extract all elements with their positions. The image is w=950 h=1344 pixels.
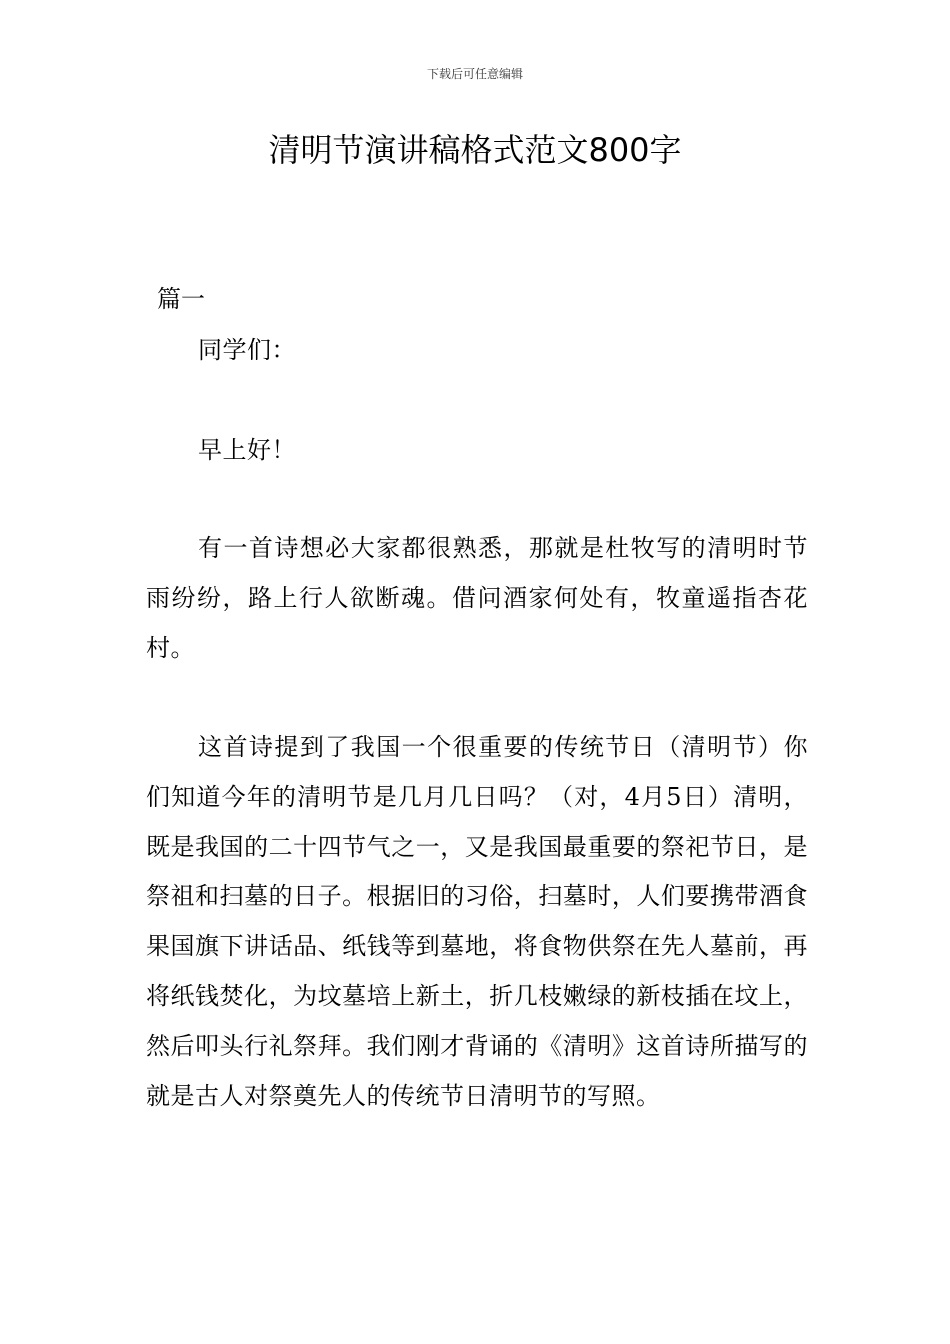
header-note: 下载后可任意编辑 (426, 67, 523, 81)
paragraph-morning: 早上好！ (198, 436, 296, 464)
paragraph-greeting: 同学们： (198, 336, 296, 364)
section-label: 篇一 (157, 285, 205, 313)
page-title: 清明节演讲稿格式范文800字 (268, 131, 682, 169)
paragraph-festival: 这首诗提到了我国一个很重要的传统节日（清明节）你们知道今年的清明节是几月几日吗？（对，4月5日）清明，既是我国的二十四节气之一，又是我国最重要的祭祀节日，是祭祖和扫墓的日子。根据旧的习俗，扫墓时，人们要携带酒食果国旗下讲话品、纸钱等到墓地，将食物供祭在先人墓前，再将纸钱焚化，为坟墓培上新土，折几枝嫩绿的新枝插在坟上，然后叩头行礼祭拜。我们刚才背诵的《清明》这首诗所描写的就是古人对祭奠先人的传统节日清明节的写照。 (146, 733, 808, 1110)
paragraph-poem: 有一首诗想必大家都很熟悉，那就是杜牧写的清明时节雨纷纷，路上行人欲断魂。借问酒家何处有，牧童遥指杏花村。 (146, 534, 808, 662)
